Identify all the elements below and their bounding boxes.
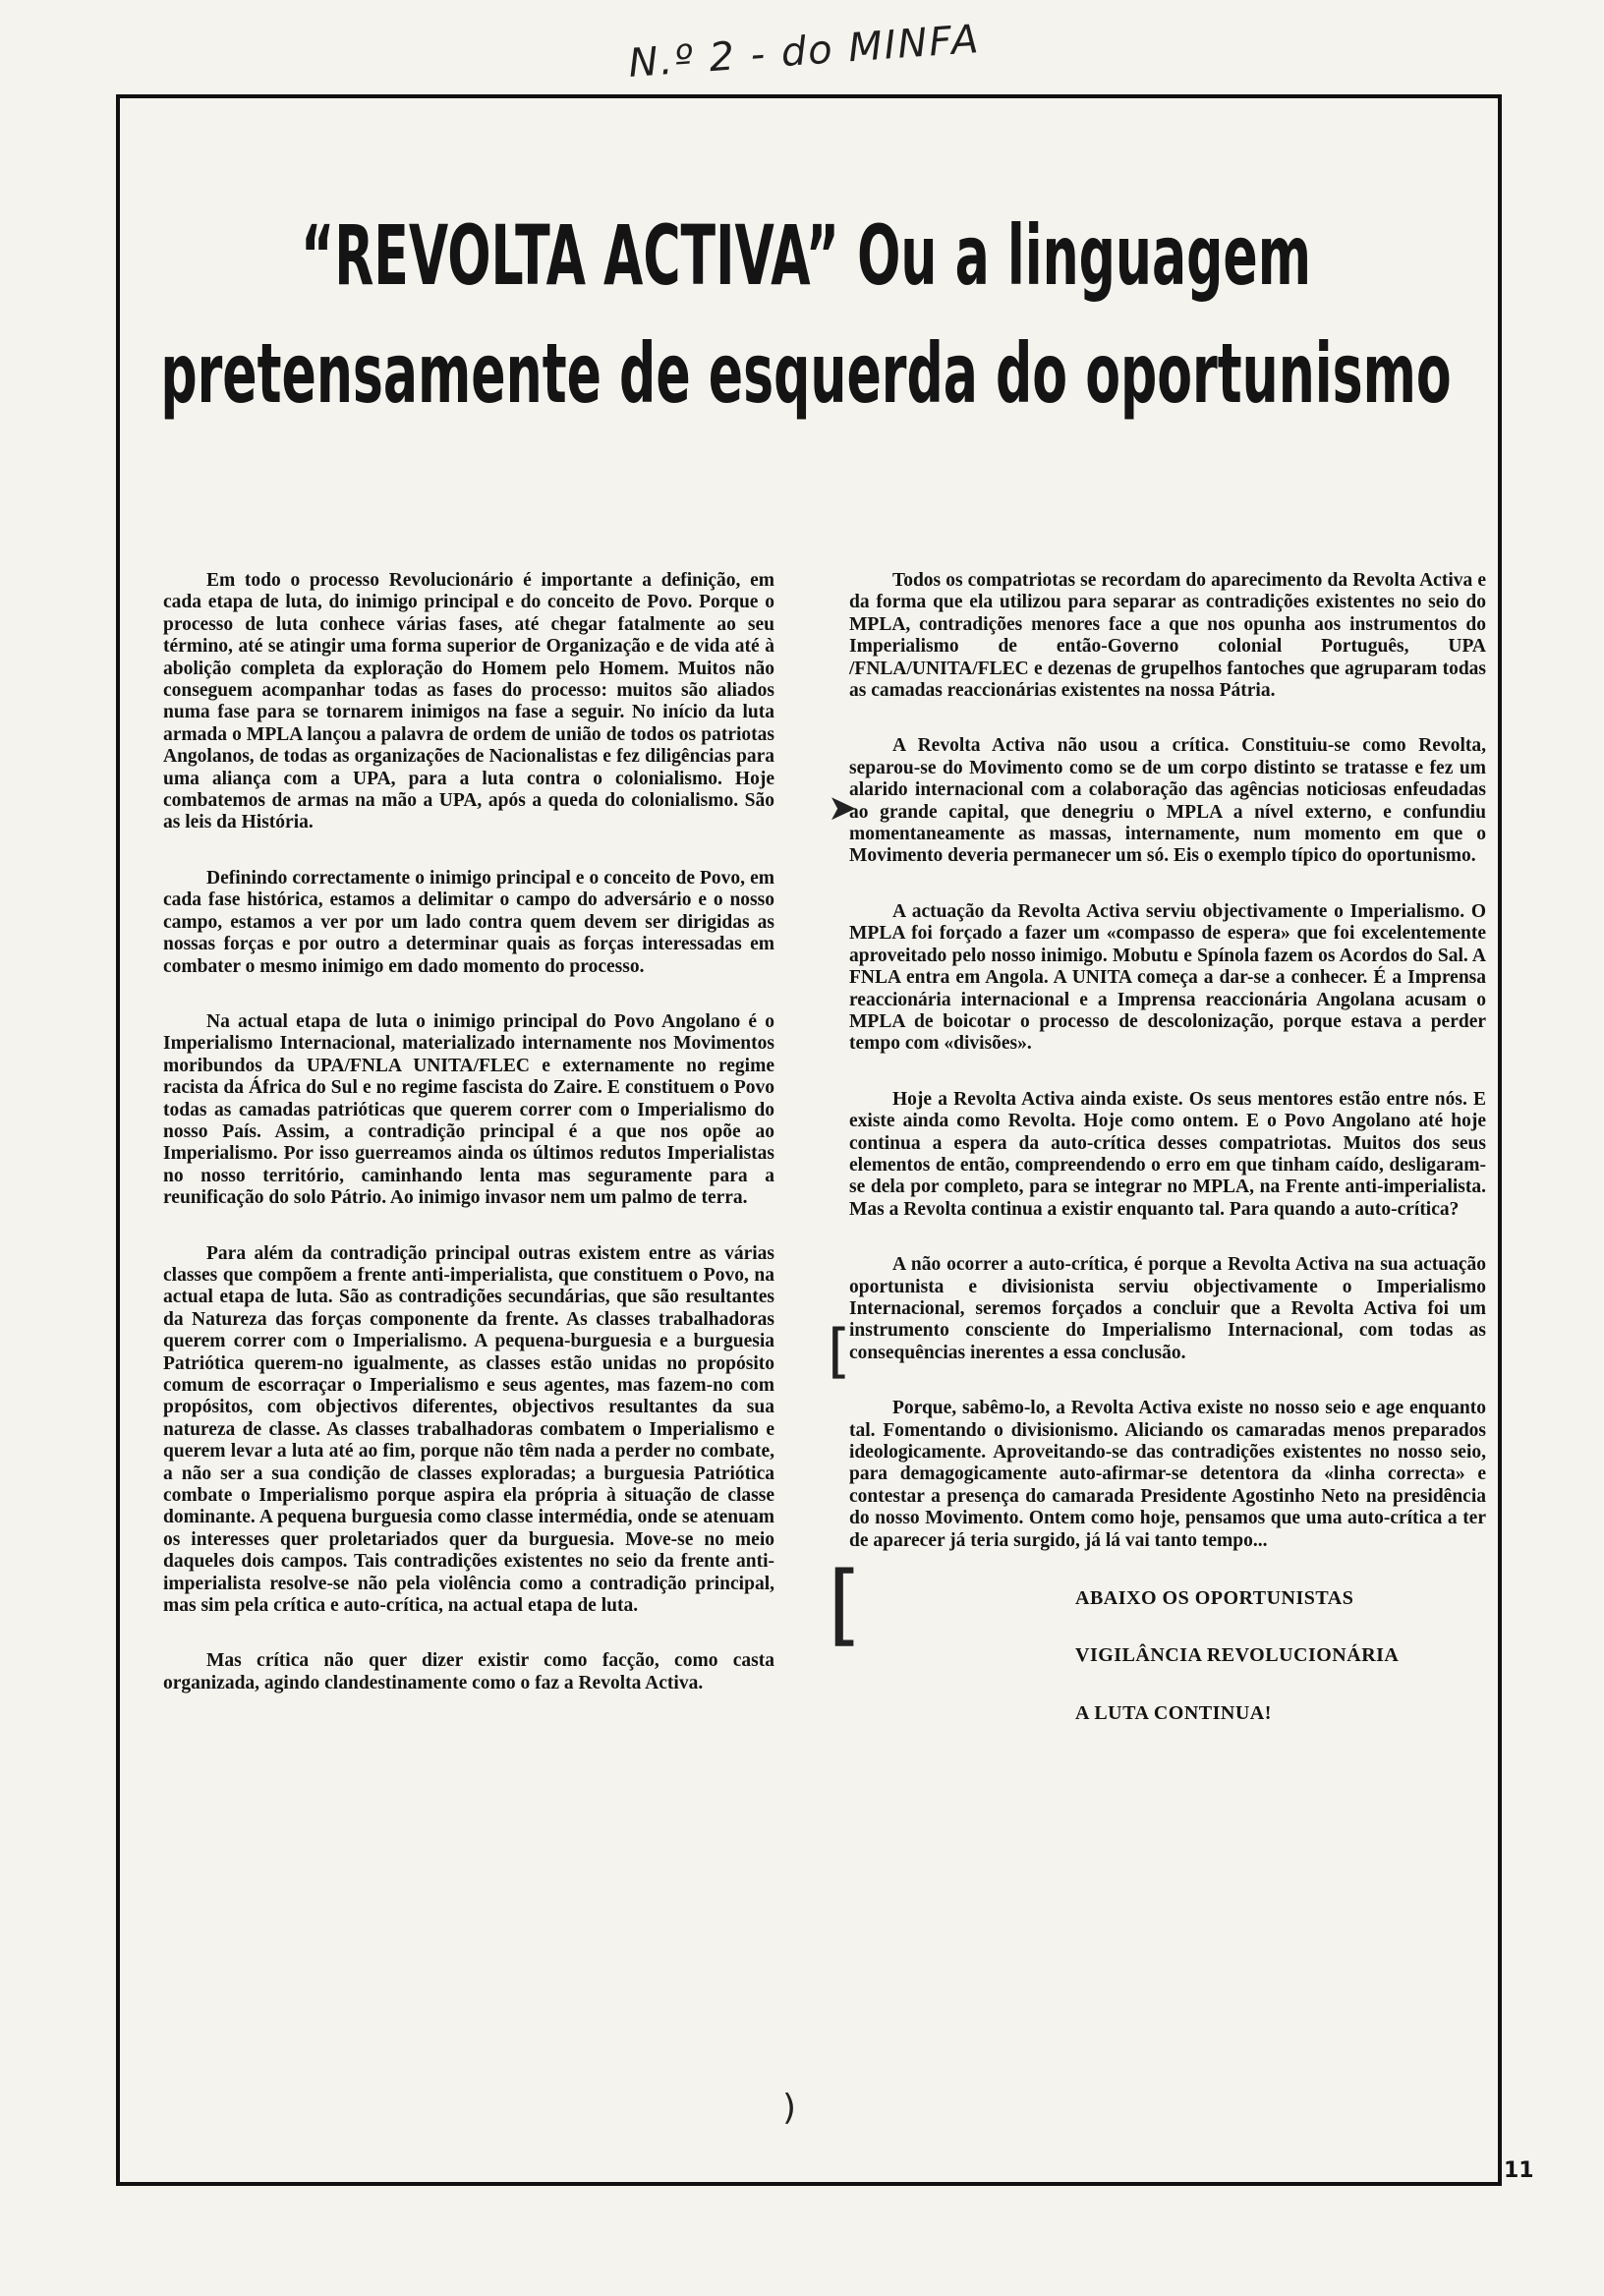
bracket-mark-icon: [: [828, 1317, 851, 1386]
paragraph: Para além da contradição principal outras existem entre as várias classes que compõem a frente anti-imperialista, que constituem o Povo, na actual etapa de luta. São as contradições secundárias, que são resultantes da Natureza das forças componente da frente. As classes trabalhadoras querem correr com o Imperialismo. A pequena-burguesia e a burguesia Patriótica querem-no igualmente, as classes estão unidas no propósito comum de escorraçar o Imperialismo e seus agentes, mas fazem-no com propósitos, com objectivos diferentes, objectivos resultantes da sua natureza de classe. As classes trabalhadoras combatem o Imperialismo e querem levar a luta até ao fim, porque não têm nada a perder no combate, a não ser a sua condição de classes exploradas; a burguesia Patriótica combate o Imperialismo porque aspira ela própria à situação de classe dominante. A pequena burguesia como classe intermédia, onde se atenuam os interesses quer proletariados quer da burguesia. Move-se no meio daqueles dois campos. Tais contradições existentes no seio da frente anti-imperialista resolve-se não pela violência como a contradição principal, mas sim pela crítica e auto-crítica, na actual etapa de luta.: [163, 1242, 774, 1617]
slogan: A LUTA CONTINUA!: [1075, 1701, 1272, 1724]
slogans: [1075, 1587, 1486, 1724]
paragraph: A Revolta Activa não usou a crítica. Constituiu-se como Revolta, separou-se do Movimento como se de um corpo distinto se tratasse e fez um alarido internacional com a colaboração das agências noticiosas enfeudadas ao grande capital, que denegriu o MPLA a nível externo, e confundiu momentaneamente as massas, internamente, num momento em que o Movimento deveria permanecer um só. Eis o exemplo típico do oportunismo.: [849, 735, 1486, 867]
paren-mark-icon: ): [782, 2088, 797, 2128]
article-title: [160, 197, 1452, 432]
paragraph: Na actual etapa de luta o inimigo principal do Povo Angolano é o Imperialismo Internacional, materializado internamente nos Movimentos moribundos da UPA/FNLA UNITA/FLEC e externamente no regime racista da África do Sul e no regime fascista do Zaire. E constituem o Povo todas as camadas patrióticas que querem correr com o Imperialismo do nosso País. Assim, a contradição principal é a que nos opõe ao Imperialismo. Por isso guerreamos ainda os últimos redutos Imperialistas no nosso território, caminhando lenta mas seguramente para a reunificação do solo Pátrio. Ao inimigo invasor nem um palmo de terra.: [163, 1010, 774, 1209]
paragraph: Em todo o processo Revolucionário é importante a definição, em cada etapa de luta, do inimigo principal e do conceito de Povo. Porque o processo de luta conhece várias fases, até chegar fatalmente ao seu término, até se atingir uma forma superior de Organização e de vida até à abolição completa da exploração do Homem pelo Homem. Muitos não conseguem acompanhar todas as fases do processo: muitos são aliados numa fase para se tornarem inimigos na fase a seguir. No início da luta armada o MPLA lançou a palavra de ordem de união de todos os patriotas Angolanos, de todas as organizações de Nacionalistas e fez diligências para uma aliança com a UPA, para a luta contra o colonialismo. Hoje combatemos de armas na mão a UPA, após a queda do colonialismo. São as leis da História.: [163, 570, 774, 833]
paragraph: Porque, sabêmo-lo, a Revolta Activa existe no nosso seio e age enquanto tal. Fomentando o divisionismo. Aliciando os camaradas menos preparados ideologicamente. Aproveitando-se das contradições existentes no nosso seio, para demagogicamente auto-afirmar-se detentora da «linha correcta» e contestar a presença do camarada Presidente Agostinho Neto na presidência do nosso Movimento. Ontem como hoje, pensamos que uma auto-crítica a ter de aparecer já teria surgido, já lá vai tanto tempo...: [849, 1398, 1486, 1551]
handwritten-note: N.º 2 - do MINFA: [627, 17, 982, 86]
arrow-mark-icon: ➤: [828, 788, 858, 829]
page-number: 11: [1504, 2158, 1534, 2183]
right-column: [849, 570, 1486, 1759]
left-column: [163, 570, 774, 1728]
slogan: VIGILÂNCIA REVOLUCIONÁRIA: [1075, 1644, 1400, 1667]
paragraph: Mas crítica não quer dizer existir como facção, como casta organizada, agindo clandestinamente como o faz a Revolta Activa.: [163, 1650, 774, 1693]
slogan: ABAIXO OS OPORTUNISTAS: [1075, 1587, 1354, 1610]
paragraph: Definindo correctamente o inimigo principal e o conceito de Povo, em cada fase histórica, estamos a delimitar o campo do adversário e o nosso campo, estamos a ver por um lado contra quem devem ser dirigidas as nossas forças e por outro a determinar quais as forças interessadas em combater o mesmo inimigo em dado momento do processo.: [163, 867, 774, 977]
paragraph: Todos os compatriotas se recordam do aparecimento da Revolta Activa e da forma que ela utilizou para separar as contradições existentes no seio do MPLA, contradições menores face a que nos opunha aos instrumentos do Imperialismo de então-Governo colonial Português, UPA /FNLA/UNITA/FLEC e dezenas de grupelhos fantoches que agruparam todas as camadas reaccionárias existentes na nossa Pátria.: [849, 570, 1486, 702]
paragraph: A actuação da Revolta Activa serviu objectivamente o Imperialismo. O MPLA foi forçado a fazer um «compasso de espera» que foi excelentemente aproveitado pelo nosso inimigo. Mobutu e Spínola fazem os Acordos do Sal. A FNLA entra em Angola. A UNITA começa a dar-se a conhecer. É a Imprensa reaccionária internacional e a Imprensa reaccionária Angolana acusam o MPLA de boicotar o processo de descolonização, porque estava a perder tempo com «divisões».: [849, 900, 1486, 1055]
paragraph: A não ocorrer a auto-crítica, é porque a Revolta Activa na sua actuação oportunista e divisionista serviu objectivamente o Imperialismo Internacional, seremos forçados a concluir que a Revolta Activa foi um instrumento consciente do Imperialismo Internacional, com todas as consequências inerentes a essa conclusão.: [849, 1254, 1486, 1363]
bracket-mark-icon: [: [828, 1553, 863, 1656]
paragraph: Hoje a Revolta Activa ainda existe. Os seus mentores estão entre nós. E existe ainda como Revolta. Hoje como ontem. E o Povo Angolano até hoje continua a espera da auto-crítica desses compatriotas. Muitos dos seus elementos de então, compreendendo o erro em que tinham caído, desligaram-se dela por completo, para se integrar no MPLA, na Frente anti-imperialista. Mas a Revolta continua a existir enquanto tal. Para quando a auto-crítica?: [849, 1088, 1486, 1220]
article-title-text: “REVOLTA ACTIVA” Ou a linguagem pretensamente de esquerda do oportunismo: [160, 207, 1452, 422]
